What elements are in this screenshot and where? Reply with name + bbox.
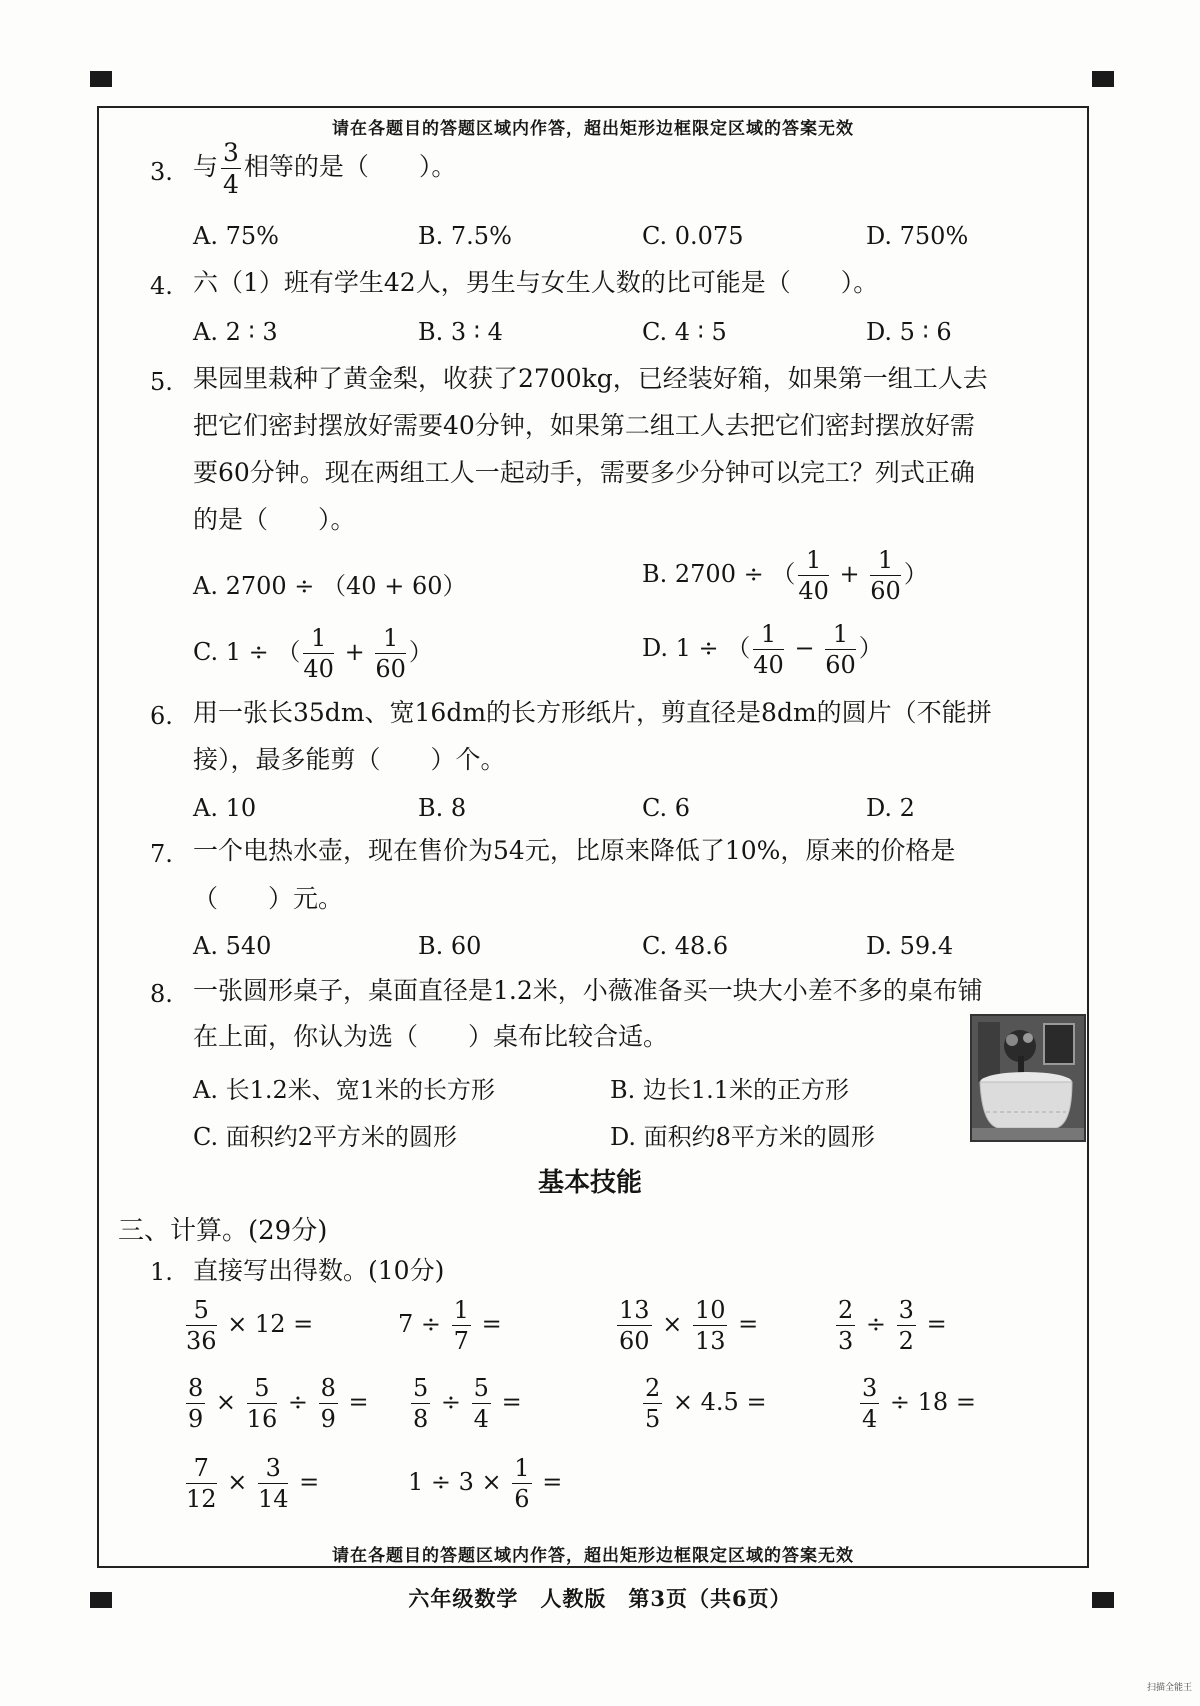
notice-top: 请在各题目的答题区域内作答，超出矩形边框限定区域的答案无效 xyxy=(332,119,854,139)
registration-mark-top-right xyxy=(1092,71,1114,87)
calc-item-3[interactable]: $\frac{13}{60}$ × $\frac{10}{13}$ = xyxy=(619,1296,759,1355)
calc-item-10[interactable]: 1 ÷ 3 × $\frac{1}{6}$ = xyxy=(408,1454,563,1513)
question-7-option-d[interactable]: D. 59.4 xyxy=(866,932,954,960)
calc-item-2[interactable]: 7 ÷ $\frac{1}{7}$ = xyxy=(398,1296,502,1355)
question-7-number: 7. xyxy=(150,840,173,868)
question-4-text: 六（1）班有学生42人，男生与女生人数的比可能是（ ）。 xyxy=(193,268,879,297)
question-3-number: 3. xyxy=(150,158,173,186)
question-8-option-d[interactable]: D. 面积约8平方米的圆形 xyxy=(610,1123,875,1151)
question-8-line-1: 一张圆形桌子，桌面直径是1.2米，小薇准备买一块大小差不多的桌布铺 xyxy=(193,976,983,1005)
question-5-line-3: 要60分钟。现在两组工人一起动手，需要多少分钟可以完工？列式正确 xyxy=(193,458,975,487)
skills-heading: 基本技能 xyxy=(538,1168,643,1198)
subquestion-1-text: 直接写出得数。(10分) xyxy=(193,1256,445,1285)
question-3-option-d[interactable]: D. 750% xyxy=(866,222,969,250)
question-4-number: 4. xyxy=(150,272,173,300)
calc-item-1[interactable]: $\frac{5}{36}$ × 12 = xyxy=(186,1296,314,1355)
question-4-option-a[interactable]: A. 2 ∶ 3 xyxy=(193,318,278,346)
question-4-option-b[interactable]: B. 3 ∶ 4 xyxy=(418,318,503,346)
question-6-option-a[interactable]: A. 10 xyxy=(193,794,257,822)
question-3-option-a[interactable]: A. 75% xyxy=(193,222,279,250)
section-3-title: 三、计算。(29分) xyxy=(118,1216,328,1246)
question-6-line-1: 用一张长35dm、宽16dm的长方形纸片，剪直径是8dm的圆片（不能拼 xyxy=(193,698,992,727)
question-8-option-b[interactable]: B. 边长1.1米的正方形 xyxy=(610,1076,850,1104)
round-table-image xyxy=(972,1016,1084,1140)
question-6-option-c[interactable]: C. 6 xyxy=(642,794,691,822)
question-5-number: 5. xyxy=(150,368,173,396)
question-6-number: 6. xyxy=(150,702,173,730)
calc-item-9[interactable]: $\frac{7}{12}$ × $\frac{3}{14}$ = xyxy=(186,1454,320,1513)
question-5-option-b[interactable]: B. 2700 ÷ （ $\frac{1}{40}$ + $\frac{1}{60}$ ） xyxy=(642,546,928,605)
question-6-option-b[interactable]: B. 8 xyxy=(418,794,467,822)
question-4-option-c[interactable]: C. 4 ∶ 5 xyxy=(642,318,727,346)
question-6-option-d[interactable]: D. 2 xyxy=(866,794,915,822)
calc-item-5[interactable]: $\frac{8}{9}$ × $\frac{5}{16}$ ÷ $\frac{8}{9}$ = xyxy=(188,1374,369,1433)
question-5-line-1: 果园里栽种了黄金梨，收获了2700kg，已经装好箱，如果第一组工人去 xyxy=(193,364,988,393)
question-7-line-1: 一个电热水壶，现在售价为54元，比原来降低了10%，原来的价格是 xyxy=(193,836,956,865)
question-8-number: 8. xyxy=(150,980,173,1008)
question-5-option-c[interactable]: C. 1 ÷ （ $\frac{1}{40}$ + $\frac{1}{60}$ ） xyxy=(193,624,433,683)
question-3-text xyxy=(193,140,456,197)
question-5-line-4: 的是（ ）。 xyxy=(193,505,356,534)
page-footer: 六年级数学 人教版 第3页（共6页） xyxy=(408,1586,792,1611)
question-8-line-2: 在上面，你认为选（ ）桌布比较合适。 xyxy=(193,1022,669,1051)
scanner-watermark: 扫描全能王 xyxy=(1146,1683,1192,1693)
question-7-option-b[interactable]: B. 60 xyxy=(418,932,482,960)
question-3-post: 相等的是（ ）。 xyxy=(243,152,457,181)
fraction-3-4: $\frac{3}{4}$ xyxy=(223,138,239,199)
question-6-line-2: 接），最多能剪（ ）个。 xyxy=(193,745,506,774)
question-5-line-2: 把它们密封摆放好需要40分钟，如果第二组工人去把它们密封摆放好需 xyxy=(193,411,975,440)
notice-bottom: 请在各题目的答题区域内作答，超出矩形边框限定区域的答案无效 xyxy=(332,1546,854,1566)
question-3-option-b[interactable]: B. 7.5% xyxy=(418,222,512,250)
question-4-option-d[interactable]: D. 5 ∶ 6 xyxy=(866,318,952,346)
calc-item-7[interactable]: $\frac{2}{5}$ × 4.5 = xyxy=(645,1374,767,1433)
calc-item-4[interactable]: $\frac{2}{3}$ ÷ $\frac{3}{2}$ = xyxy=(838,1296,947,1355)
question-7-option-c[interactable]: C. 48.6 xyxy=(642,932,729,960)
question-3-option-c[interactable]: C. 0.075 xyxy=(642,222,744,250)
calc-item-6[interactable]: $\frac{5}{8}$ ÷ $\frac{5}{4}$ = xyxy=(413,1374,522,1433)
calc-item-8[interactable]: $\frac{3}{4}$ ÷ 18 = xyxy=(862,1374,976,1433)
round-table-photo xyxy=(970,1014,1086,1142)
question-7-line-2: （ ）元。 xyxy=(193,884,344,913)
registration-mark-top-left xyxy=(90,71,112,87)
question-7-option-a[interactable]: A. 540 xyxy=(193,932,272,960)
question-8-option-a[interactable]: A. 长1.2米、宽1米的长方形 xyxy=(193,1076,496,1104)
question-8-option-c[interactable]: C. 面积约2平方米的圆形 xyxy=(193,1123,458,1151)
question-5-option-d[interactable]: D. 1 ÷ （ $\frac{1}{40}$ − $\frac{1}{60}$ ） xyxy=(642,620,883,679)
question-3-pre: 与 xyxy=(193,152,219,181)
subquestion-1-number: 1. xyxy=(150,1258,173,1286)
question-5-option-a[interactable]: A. 2700 ÷ （40 + 60） xyxy=(193,572,467,600)
